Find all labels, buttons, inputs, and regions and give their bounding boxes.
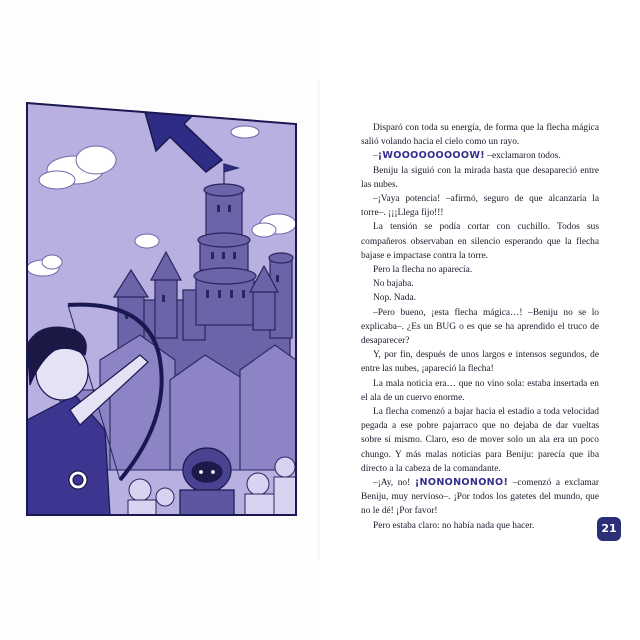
shout-text: ¡NONONONONO! xyxy=(414,477,509,489)
paragraph: Disparó con toda su energía, de forma que la flecha mágica salió volando hacia el cielo como un rayo. xyxy=(361,123,599,148)
paragraph: Pero estaba claro: no había nada que hacer. xyxy=(373,520,535,531)
paragraph: La tensión se podía cortar con cuchillo. Todos sus compañeros observaban en silencio esperando que la flecha bajase e impactase contra la torre. xyxy=(361,222,599,261)
cloud xyxy=(135,234,159,248)
robot-head xyxy=(180,448,234,520)
paragraph-suffix: –comenzó a exclamar Beniju, muy nervioso–. ¡Por todos los gatetes del mundo, que no le dé! ¡Por favor! xyxy=(361,478,599,517)
paragraph: La flecha comenzó a bajar hacia el estadio a toda velocidad pegada a ese pobre pajarraco que no dejaba de dar vueltas sobre sí mismo. Claro, eso de mover solo un ala era un poco chungo. Y más malas noticias para Beniju: parecía que iba directo a la cabeza de la comandante. xyxy=(361,407,599,474)
paragraph: Beniju la siguió con la mirada hasta que desapareció entre las nubes. xyxy=(361,165,599,190)
dash: – xyxy=(373,151,378,162)
paragraph xyxy=(361,149,599,163)
story-text xyxy=(361,121,599,533)
paragraph xyxy=(361,476,599,519)
page-number-badge: 21 xyxy=(597,517,621,541)
paragraph-suffix: –exclamaron todos. xyxy=(484,151,561,162)
paragraph: La mala noticia era… que no vino sola: estaba insertada en el ala de un cuervo enorme. xyxy=(361,378,599,403)
paragraph: No bajaba. xyxy=(373,279,414,290)
cloud xyxy=(231,126,259,138)
paragraph: –Pero bueno, ¡esta flecha mágica…! –Beniju no se lo explicaba–. ¿Es un BUG o es que se ha aprendido el truco de desaparecer? xyxy=(361,307,599,347)
paragraph: –¡Vaya potencia! –afirmó, seguro de que alcanzaría la torre–. ¡¡¡Llega fijo!!! xyxy=(361,194,599,219)
paragraph: Pero la flecha no aparecía. xyxy=(373,265,473,276)
paragraph: Y, por fin, después de unos largos e intensos segundos, de entre las nubes, ¡apareció la flecha! xyxy=(361,350,599,375)
paragraph: Nop. Nada. xyxy=(373,293,416,304)
paragraph-prefix: –¡Ay, no! xyxy=(373,478,415,489)
shout-text: ¡WOOOOOOOOOW! xyxy=(377,150,485,162)
